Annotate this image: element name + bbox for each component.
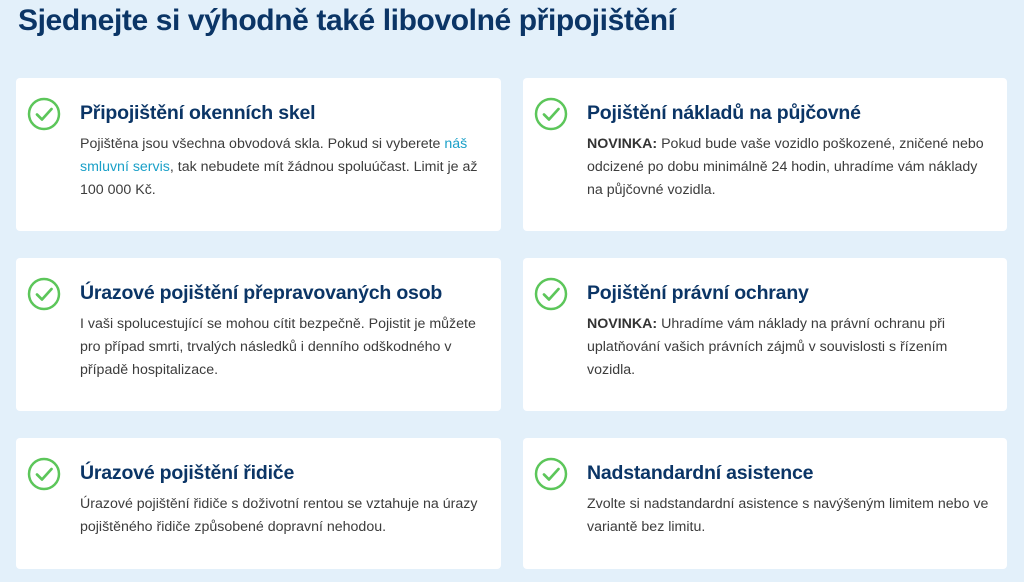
- card-description: Úrazové pojištění řidiče s doživotní rentou se vztahuje na úrazy pojištěného řidiče způsobené dopravní nehodou.: [80, 496, 478, 535]
- card-title: Pojištění právní ochrany: [587, 282, 809, 304]
- card-window-glass: [16, 78, 501, 231]
- card-description: [80, 133, 487, 202]
- card-passenger-injury: [16, 258, 501, 411]
- check-circle-icon: [27, 277, 61, 311]
- card-description: Zvolte si nadstandardní asistence s navýšeným limitem nebo ve variantě bez limitu.: [587, 496, 989, 535]
- card-title: Úrazové pojištění přepravovaných osob: [80, 282, 443, 304]
- card-legal-protection: [523, 258, 1007, 411]
- check-circle-icon: [534, 457, 568, 491]
- new-badge: NOVINKA:: [587, 316, 658, 332]
- page-title: Sjednejte si výhodně také libovolné připojištění: [18, 4, 676, 37]
- card-text-part: , tak nebudete mít žádnou spoluúčast. Limit je až 100 000 Kč.: [80, 159, 478, 198]
- check-circle-icon: [27, 457, 61, 491]
- card-text-part: Uhradíme vám náklady na právní ochranu při uplatňování vašich právních zájmů v souvislosti s řízením vozidla.: [587, 316, 948, 378]
- addon-cards-grid: [16, 78, 1007, 569]
- card-premium-assistance: [523, 438, 1007, 569]
- contract-service-link[interactable]: náš smluvní servis: [80, 136, 468, 175]
- card-title: Úrazové pojištění řidiče: [80, 462, 295, 484]
- card-title: Pojištění nákladů na půjčovné: [587, 102, 861, 124]
- card-title: Připojištění okenních skel: [80, 102, 316, 124]
- card-title: Nadstandardní asistence: [587, 462, 814, 484]
- card-text-part: Pojištěna jsou všechna obvodová skla. Pokud si vyberete: [80, 136, 445, 152]
- card-description: [587, 133, 993, 202]
- card-description: I vaši spolucestující se mohou cítit bezpečně. Pojistit je můžete pro případ smrti, trvalých následků i denního odškodného v případě hospitalizace.: [80, 316, 476, 378]
- card-driver-injury: [16, 438, 501, 569]
- card-text-part: Pokud bude vaše vozidlo poškozené, zničené nebo odcizené po dobu minimálně 24 hodin, uhradíme vám náklady na půjčovné vozidla.: [587, 136, 984, 198]
- check-circle-icon: [534, 277, 568, 311]
- check-circle-icon: [27, 97, 61, 131]
- card-description: [587, 313, 993, 382]
- new-badge: NOVINKA:: [587, 136, 658, 152]
- card-rental-costs: [523, 78, 1007, 231]
- check-circle-icon: [534, 97, 568, 131]
